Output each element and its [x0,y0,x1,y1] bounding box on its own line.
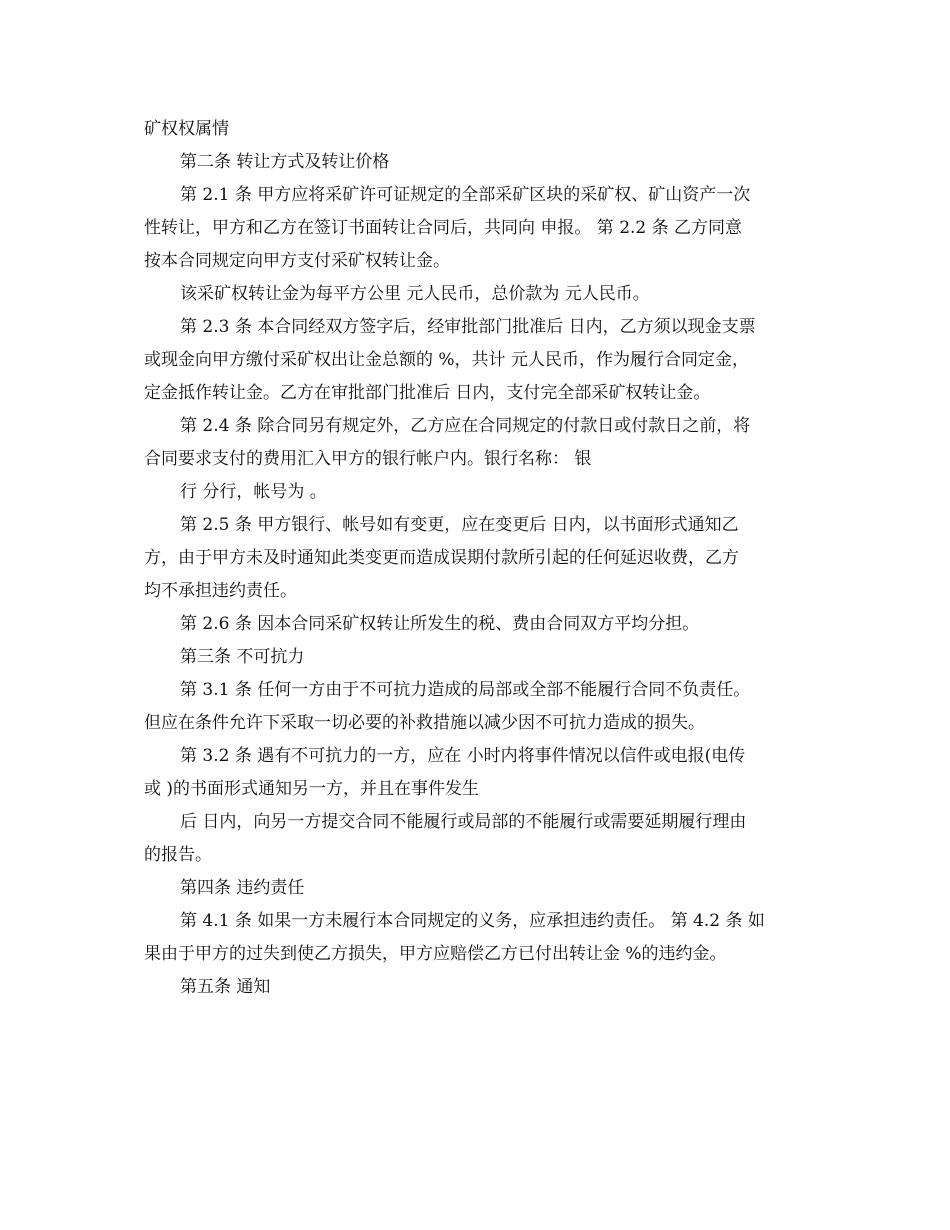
text-line: 均不承担违约责任。 [144,581,297,601]
text-line: 第 2.5 条 甲方银行、帐号如有变更，应在变更后 日内，以书面形式通知乙 [180,515,739,535]
text-line: 第 2.4 条 除合同另有规定外，乙方应在合同规定的付款日或付款日之前，将 [180,416,751,436]
text-line: 第 2.3 条 本合同经双方签字后，经审批部门批准后 日内，乙方须以现金支票 [180,317,756,337]
paragraph-heading-fragment [144,113,814,146]
section-heading: 第二条 转让方式及转让价格 [180,152,390,172]
article-3-heading [144,641,814,674]
text-line: 合同要求支付的费用汇入甲方的银行帐户内。银行名称： 银 [144,449,592,469]
text-line: 或 )的书面形式通知另一方，并且在事件发生 [144,779,480,799]
article-4-heading [144,872,814,905]
text-line: 但应在条件允许下采取一切必要的补救措施以减少因不可抗力造成的损失。 [144,713,705,733]
clause-2-6 [144,608,814,641]
clause-3-1 [144,674,814,740]
clause-3-2 [144,740,814,872]
text-line: 第 2.6 条 因本合同采矿权转让所发生的税、费由合同双方平均分担。 [180,614,700,634]
text-line: 矿权权属情 [144,119,229,139]
clause-2-5 [144,509,814,608]
section-heading: 第五条 通知 [180,977,271,997]
text-line: 性转让，甲方和乙方在签订书面转让合同后，共同向 申报。 第 2.2 条 乙方同意 [144,218,743,238]
text-line: 方，由于甲方未及时通知此类变更而造成误期付款所引起的任何延迟收费，乙方 [144,548,739,568]
text-line: 后 日内，向另一方提交合同不能履行或局部的不能履行或需要延期履行理由 [180,812,747,832]
text-line: 定金抵作转让金。乙方在审批部门批准后 日内，支付完全部采矿权转让金。 [144,383,711,403]
text-line: 按本合同规定向甲方支付采矿权转让金。 [144,251,450,271]
clause-2-1 [144,179,814,278]
contract-body [144,113,814,1004]
clause-2-3 [144,311,814,410]
section-heading: 第四条 违约责任 [180,878,305,898]
text-line: 果由于甲方的过失到使乙方损失，甲方应赔偿乙方已付出转让金 %的违约金。 [144,944,727,964]
transfer-fee-paragraph [144,278,814,311]
text-line: 或现金向甲方缴付采矿权出让金总额的 %，共计 元人民币，作为履行合同定金， [144,350,749,370]
text-line: 的报告。 [144,845,212,865]
article-5-heading [144,971,814,1004]
text-line: 第 3.1 条 任何一方由于不可抗力造成的局部或全部不能履行合同不负责任。 [180,680,751,700]
text-line: 第 4.1 条 如果一方未履行本合同规定的义务，应承担违约责任。 第 4.2 条 如 [180,911,765,931]
text-line: 行 分行，帐号为 。 [180,482,327,502]
article-2-heading [144,146,814,179]
text-line: 第 2.1 条 甲方应将采矿许可证规定的全部采矿区块的采矿权、矿山资产一次 [180,185,751,205]
clause-2-4 [144,410,814,509]
clause-4-1 [144,905,814,971]
section-heading: 第三条 不可抗力 [180,647,305,667]
text-line: 该采矿权转让金为每平方公里 元人民币，总价款为 元人民币。 [180,284,650,304]
text-line: 第 3.2 条 遇有不可抗力的一方，应在 小时内将事件情况以信件或电报(电传 [180,746,746,766]
